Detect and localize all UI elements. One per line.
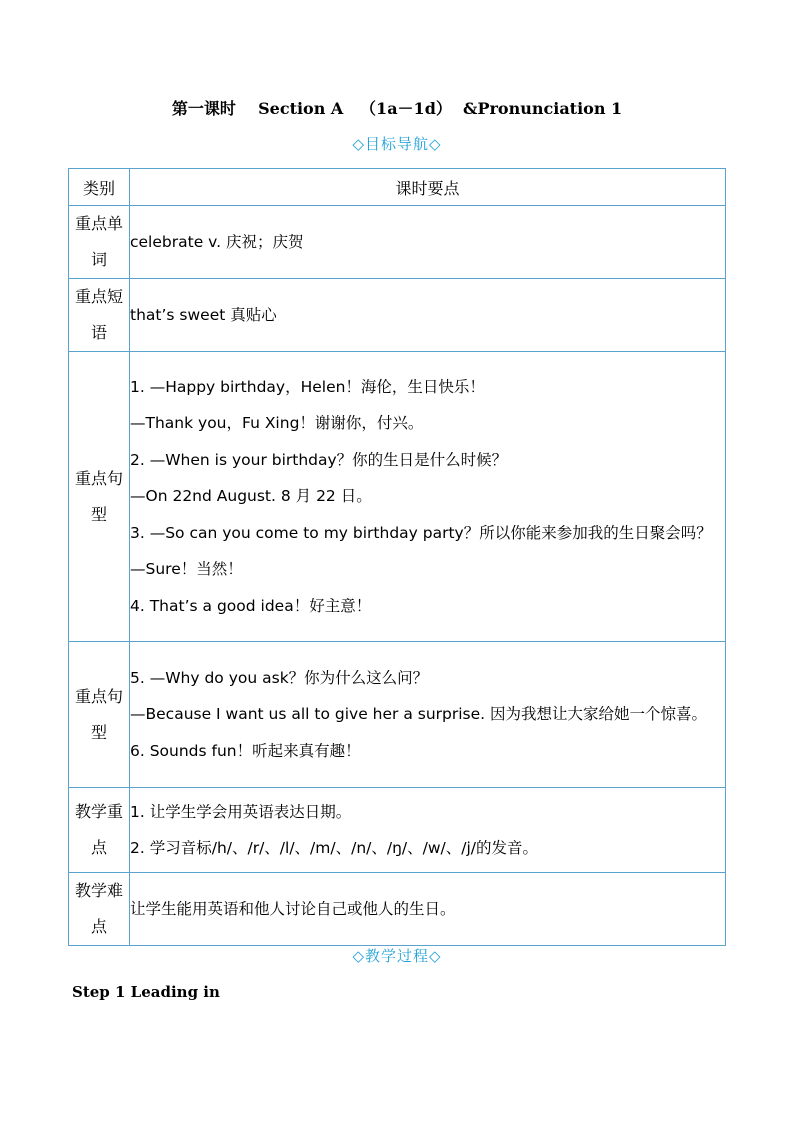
teaching-process-label: ◇教学过程◇ (352, 947, 442, 965)
content-line: 2. —When is your birthday？你的生日是什么时候？ (130, 450, 508, 469)
row-content (130, 279, 726, 352)
row-content (130, 642, 726, 788)
table-row (69, 352, 726, 642)
step-heading: Step 1 Leading in (72, 983, 220, 1001)
lesson-title: 第一课时 Section A （1a－1d） &Pronunciation 1 (171, 99, 623, 118)
content-line: —On 22nd August. 8 月 22 日。 (130, 487, 372, 506)
row-category: 重点句型 (69, 642, 130, 788)
row-content (130, 206, 726, 279)
table-row (69, 279, 726, 352)
row-category: 重点句型 (69, 352, 130, 642)
content-line: 6. Sounds fun！听起来真有趣！ (130, 741, 361, 760)
row-content (130, 788, 726, 873)
content-line: 2. 学习音标/h/、/r/、/l/、/m/、/n/、/ŋ/、/w/、/j/的发音。 (130, 839, 539, 857)
content-line: that’s sweet 真贴心 (130, 305, 277, 324)
lesson-plan-table (68, 168, 726, 946)
table-row (69, 642, 726, 788)
table-row (69, 206, 726, 279)
content-line: —Thank you，Fu Xing！谢谢你，付兴。 (130, 414, 424, 433)
content-line: 让学生能用英语和他人讨论自己或他人的生日。 (130, 899, 456, 918)
table-row (69, 788, 726, 873)
header-category: 类别 (69, 169, 130, 206)
table-header-row (69, 169, 726, 206)
row-content (130, 352, 726, 642)
row-category: 教学重点 (69, 788, 130, 873)
table-row (69, 873, 726, 946)
header-key-points: 课时要点 (130, 169, 726, 206)
row-category: 教学难点 (69, 873, 130, 946)
objectives-label: ◇目标导航◇ (352, 135, 442, 153)
content-line: celebrate v. 庆祝；庆贺 (130, 232, 304, 251)
content-line: 3. —So can you come to my birthday party？所以你能来参加我的生日聚会吗？ (130, 523, 712, 542)
content-line: 4. That’s a good idea！好主意！ (130, 596, 372, 615)
content-line: 5. —Why do you ask？你为什么这么问？ (130, 668, 429, 687)
content-line: 1. 让学生学会用英语表达日期。 (130, 802, 352, 821)
row-category: 重点单词 (69, 206, 130, 279)
row-content (130, 873, 726, 946)
row-category: 重点短语 (69, 279, 130, 352)
content-line: —Sure！当然！ (130, 560, 243, 579)
content-line: 1. —Happy birthday，Helen！海伦，生日快乐！ (130, 378, 485, 397)
content-line: —Because I want us all to give her a surprise. 因为我想让大家给她一个惊喜。 (130, 705, 708, 724)
